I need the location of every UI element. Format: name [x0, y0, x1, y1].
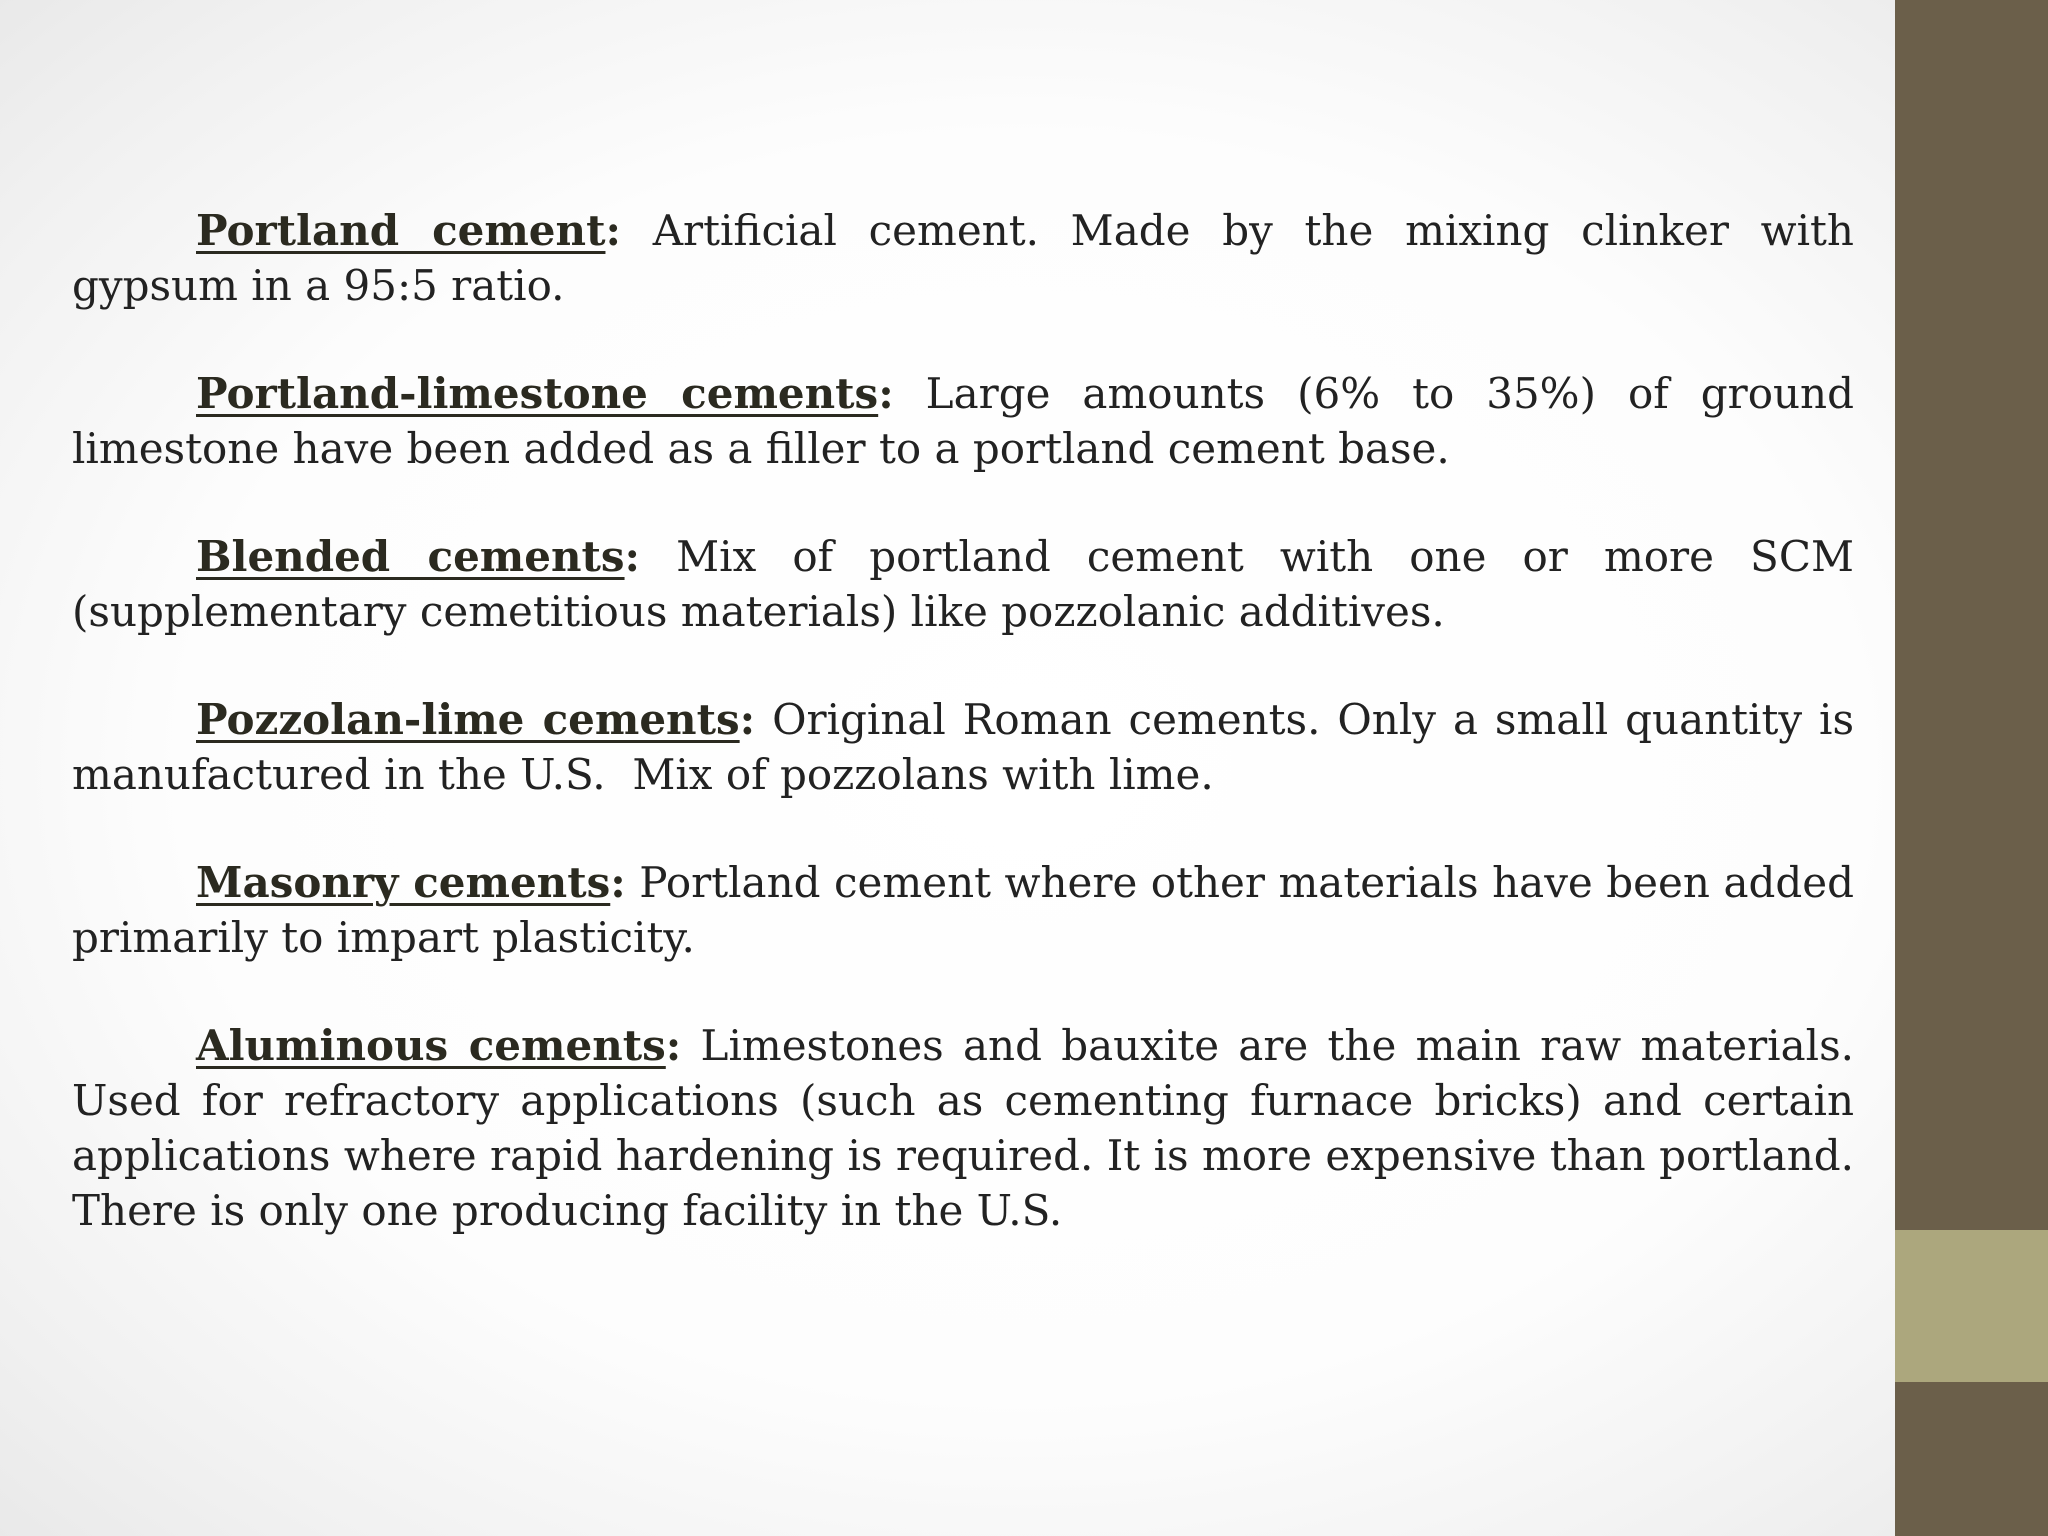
term-masonry-cements: Masonry cements	[196, 858, 611, 907]
paragraph-masonry-cements	[72, 855, 1854, 965]
term-portland-cement: Portland cement	[196, 206, 606, 255]
term-colon: :	[605, 206, 621, 255]
definition-text: Limestones and bauxite are the main raw materials. Used for refractory applications (such as cementing furnace bricks) and certain applications where rapid hardening is required. It is more expensive than portland. There is only one producing facility in the U.S.	[72, 1021, 1854, 1235]
paragraph-portland-limestone-cements	[72, 366, 1854, 476]
definition-text: Original Roman cements. Only a small quantity is manufactured in the U.S. Mix of pozzolans with lime.	[72, 695, 1868, 799]
term-aluminous-cements: Aluminous cements	[196, 1021, 666, 1070]
term-blended-cements: Blended cements	[196, 532, 625, 581]
decorative-sidebar	[1895, 0, 2048, 1536]
term-colon: :	[739, 695, 756, 744]
paragraph-portland-cement	[72, 203, 1854, 313]
sidebar-accent-block	[1895, 1230, 2048, 1382]
term-colon: :	[624, 532, 641, 581]
paragraph-blended-cements	[72, 529, 1854, 639]
definition-text: Portland cement where other materials have been added primarily to impart plasticity.	[72, 858, 1855, 962]
definition-text: Large amounts (6% to 35%) of ground limestone have been added as a filler to a portland cement base.	[72, 369, 1854, 473]
term-portland-limestone-cements: Portland-limestone cements	[196, 369, 879, 418]
paragraph-pozzolan-lime-cements	[72, 692, 1868, 802]
term-pozzolan-lime-cements: Pozzolan-lime cements	[196, 695, 740, 744]
term-colon: :	[878, 369, 894, 418]
paragraph-aluminous-cements	[72, 1018, 1854, 1238]
slide-body	[72, 203, 1868, 1291]
term-colon: :	[610, 858, 626, 907]
term-colon: :	[665, 1021, 682, 1070]
definition-text: Mix of portland cement with one or more SCM (supplementary cemetitious materials) like pozzolanic additives.	[72, 532, 1854, 636]
definition-text: Artificial cement. Made by the mixing clinker with gypsum in a 95:5 ratio.	[72, 206, 1854, 310]
